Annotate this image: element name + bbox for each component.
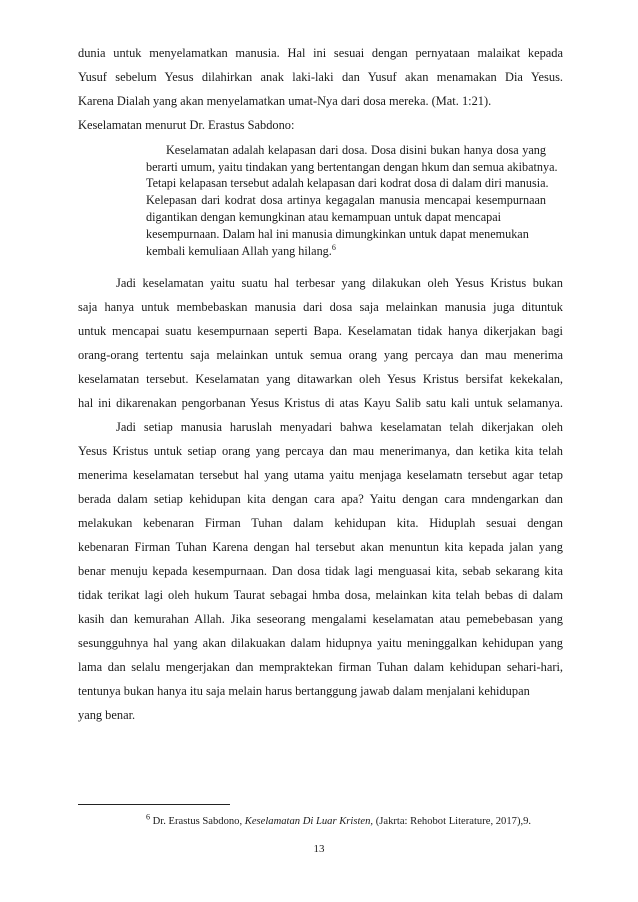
body-line: tidak terikat lagi oleh hukum Taurat sebagai hmba dosa, melainkan kita telah bebas di dalam (78, 588, 563, 602)
body-line: Jadi setiap manusia haruslah menyadari bahwa keselamatan telah dikerjakan oleh (116, 420, 563, 434)
body-line: berada dalam setiap kehidupan kita dengan cara apa? Yaitu dengan cara mndengarkan dan (78, 492, 563, 506)
block-quote-line: Kelepasan dari kodrat dosa artinya kegagalan manusia mencapai kesempurnaan (146, 193, 546, 207)
body-line: yang benar. (78, 708, 136, 722)
body-line: Jadi keselamatan yaitu suatu hal terbesar yang dilakukan oleh Yesus Kristus bukan (116, 276, 563, 290)
footnote-separator (78, 804, 230, 805)
block-quote-line: Tetapi kelapasan tersebut adalah kelapasan dari kodrat dosa di dalam diri manusia. (146, 176, 549, 190)
block-quote-line: kesempurnaan. Dalam hal ini manusia dimungkinkan untuk dapat menemukan (146, 227, 529, 241)
body-line: untuk mencapai suatu kesempurnaan seperti Bapa. Keselamatan tidak hanya dikerjakan bagi (78, 324, 563, 338)
body-line: Karena Dialah yang akan menyelamatkan umat-Nya dari dosa mereka. (Mat. 1:21). (78, 94, 492, 108)
footnote-number: 6 (146, 812, 150, 822)
block-quote-line: Keselamatan adalah kelapasan dari dosa. Dosa disini bukan hanya dosa yang (166, 143, 546, 157)
body-line: Yesus Kristus untuk setiap orang yang percaya dan mau menerimanya, dan ketika kita telah (78, 444, 563, 458)
body-line: kebenaran Firman Tuhan Karena dengan hal tersebut akan menuntun kita kepada jalan yang (78, 540, 563, 554)
body-line: tentunya bukan hanya itu saja melain harus bertanggung jawab dalam menjalani kehidupan (78, 684, 530, 698)
body-line: melakukan kebenaran Firman Tuhan dalam kehidupan kita. Hiduplah sesuai dengan (78, 516, 563, 530)
body-line: Keselamatan menurut Dr. Erastus Sabdono: (78, 118, 295, 132)
block-quote-text: kembali kemuliaan Allah yang hilang. (146, 244, 332, 258)
block-quote-line (146, 244, 546, 258)
body-line: saja hanya untuk membebaskan manusia dari dosa saja melainkan manusia juga dituntuk (78, 300, 563, 314)
block-quote-line: digantikan dengan kemungkinan atau kemampuan untuk dapat mencapai (146, 210, 502, 224)
body-line: hal ini dikarenakan pengorbanan Yesus Kristus di atas Kayu Salib satu kali untuk selamanya. (78, 396, 563, 410)
body-line: dunia untuk menyelamatkan manusia. Hal ini sesuai dengan pernyataan malaikat kepada (78, 46, 563, 60)
footnote-reference: 6 (331, 242, 336, 252)
body-line: lama dan selalu mengerjakan dan mempraktekan firman Tuhan dalam kehidupan sehari-hari, (78, 660, 563, 674)
footnote-author: Dr. Erastus Sabdono, (152, 816, 243, 827)
footnote-publication: (Jakrta: Rehobot Literature, 2017),9. (375, 816, 532, 827)
body-line: keselamatan tersebut. Keselamatan yang ditawarkan oleh Yesus Kristus bersifat kekekalan, (78, 372, 563, 386)
body-line: kasih dan kemurahan Allah. Jika seseorang mengalami keselamatan atau pemebebasan yang (78, 612, 563, 626)
body-line: orang-orang tertentu saja melainkan untuk semua orang yang percaya dan mau menerima (78, 348, 563, 362)
body-line: sesungguhnya hal yang akan dilakuakan dalam hidupnya yaitu meninggalkan kehidupan yang (78, 636, 563, 650)
page-number: 13 (313, 843, 325, 855)
body-line: benar menuju kepada kesempurnaan. Dan dosa tidak lagi menguasai kita, sebab sekarang kita (78, 564, 563, 578)
body-line: menerima keselamatan tersebut hal yang utama yaitu menjaga keselamatn tersebut agar tetap (78, 468, 563, 482)
footnote-title: Keselamatan Di Luar Kristen, (244, 816, 374, 827)
body-line: Yusuf sebelum Yesus dilahirkan anak laki-laki dan Yusuf akan menamakan Dia Yesus. (78, 70, 563, 84)
footnote (146, 812, 532, 828)
block-quote-line: berarti umum, yaitu tindakan yang bertentangan dengan hkum dan semua akibatnya. (146, 160, 558, 174)
